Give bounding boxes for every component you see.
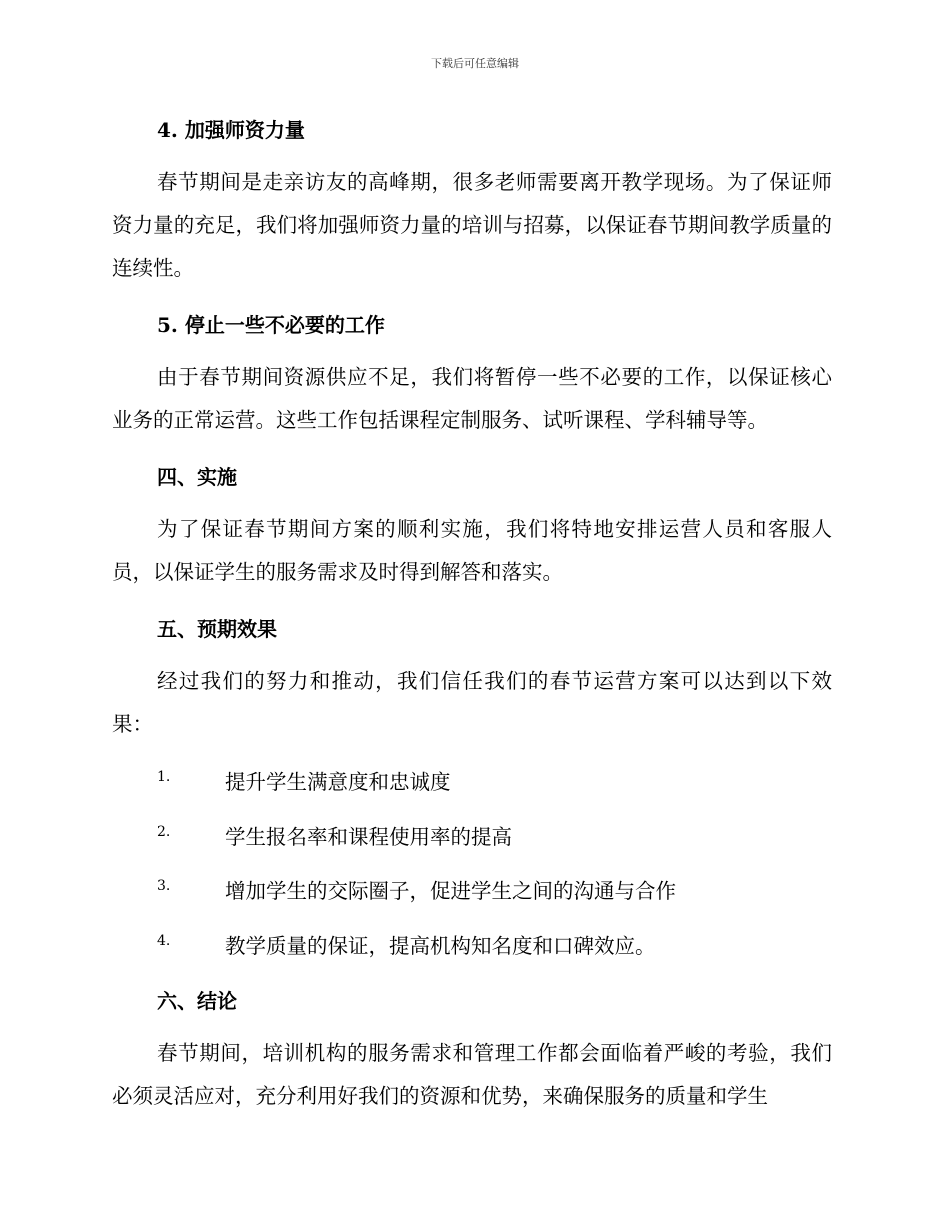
section-heading-implementation: 四、实施 [157, 465, 237, 489]
section-paragraph-strengthen-teachers: 春节期间是走亲访友的高峰期，很多老师需要离开教学现场。为了保证师资力量的充足，我们将加强师资力量的培训与招募，以保证春节期间教学质量的连续性。 [112, 170, 832, 280]
section-heading-strengthen-teachers: 4. 加强师资力量 [157, 118, 305, 142]
list-item-number: 1. [157, 769, 171, 785]
list-item-text: 教学质量的保证，提高机构知名度和口碑效应。 [225, 934, 656, 958]
section-paragraph-conclusion: 春节期间，培训机构的服务需求和管理工作都会面临着严峻的考验，我们必须灵活应对，充分利用好我们的资源和优势，来确保服务的质量和学生 [112, 1041, 832, 1108]
section-paragraph-stop-unnecessary-work: 由于春节期间资源供应不足，我们将暂停一些不必要的工作，以保证核心业务的正常运营。这些工作包括课程定制服务、试听课程、学科辅导等。 [112, 365, 832, 432]
section-paragraph-implementation: 为了保证春节期间方案的顺利实施，我们将特地安排运营人员和客服人员，以保证学生的服务需求及时得到解答和落实。 [112, 517, 832, 584]
section-heading-conclusion: 六、结论 [157, 989, 237, 1013]
list-item-text: 学生报名率和课程使用率的提高 [225, 825, 512, 849]
section-heading-stop-unnecessary-work: 5. 停止一些不必要的工作 [157, 313, 385, 337]
list-item-text: 增加学生的交际圈子，促进学生之间的沟通与合作 [225, 879, 676, 903]
list-item-number: 2. [157, 824, 171, 840]
section-paragraph-expected-effects: 经过我们的努力和推动，我们信任我们的春节运营方案可以达到以下效果： [112, 669, 832, 736]
page-header: 下载后可任意编辑 [431, 57, 519, 70]
list-item-number: 4. [157, 933, 171, 949]
list-item-text: 提升学生满意度和忠诚度 [225, 770, 451, 794]
list-item-number: 3. [157, 878, 171, 894]
section-heading-expected-effects: 五、预期效果 [157, 617, 277, 641]
